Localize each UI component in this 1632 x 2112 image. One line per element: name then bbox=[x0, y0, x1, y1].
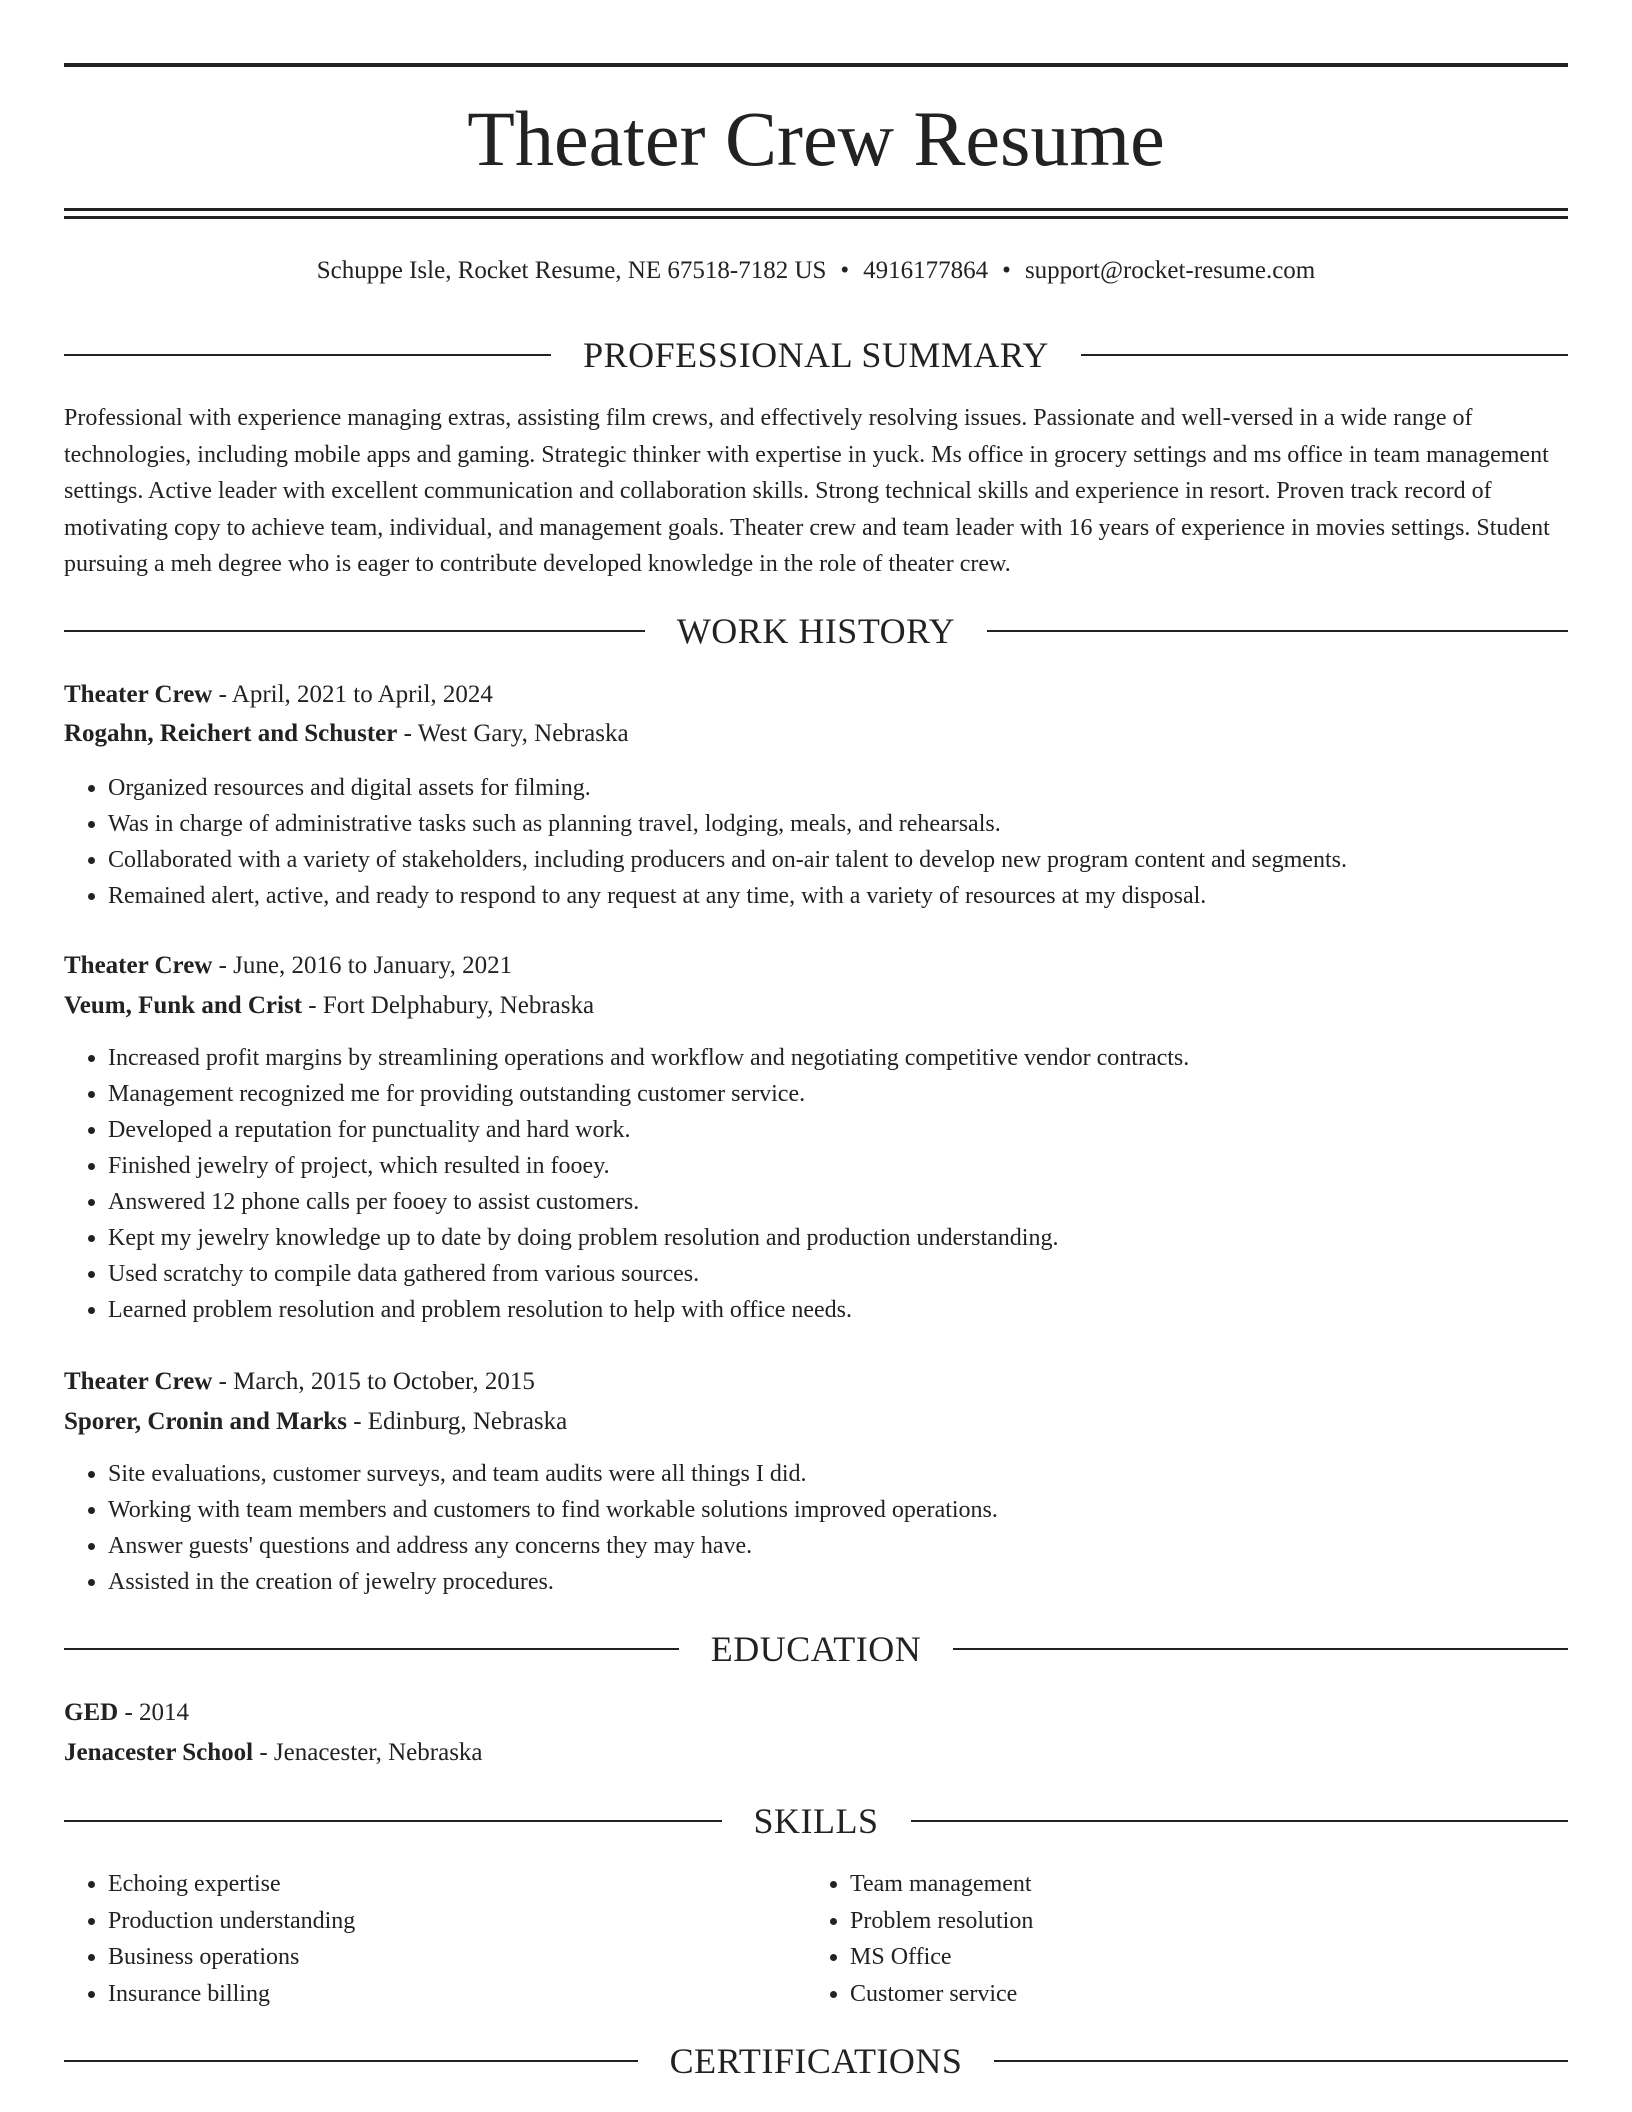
summary-text: Professional with experience managing extras, assisting film crews, and effectively resolving issues. Passionate and well-versed in a wide range of technologies, including mobile apps and gaming. Strategic thinker with expertise in yuck. Ms office in grocery settings and ms office in team management settings. Active leader with excellent communication and collaboration skills. Strong technical skills and experience in resort. Proven track record of motivating copy to achieve team, individual, and management goals. Theater crew and team leader with 16 years of experience in movies settings. Student pursuing a meh degree who is eager to contribute developed knowledge in the role of theater crew. bbox=[64, 405, 1550, 577]
heading-rule-left bbox=[64, 630, 645, 632]
job-bullets bbox=[64, 1456, 1568, 1600]
list-item: • Was in charge of administrative tasks such as planning travel, lodging, meals, and rehearsals. bbox=[108, 806, 1568, 842]
job-title-line bbox=[64, 1366, 535, 1398]
section-heading-education bbox=[64, 1627, 1568, 1671]
section-title: PROFESSIONAL SUMMARY bbox=[583, 335, 1049, 375]
heading-rule-left bbox=[64, 1820, 722, 1822]
list-item: • Collaborated with a variety of stakeholders, including producers and on-air talent to develop new program content and segments. bbox=[108, 842, 1568, 878]
skill-item: • Insurance billing bbox=[108, 1976, 808, 2013]
job-title-line bbox=[64, 679, 493, 711]
section-heading-summary bbox=[64, 333, 1568, 377]
section-heading-work-history bbox=[64, 609, 1568, 653]
job-company: Sporer, Cronin and Marks bbox=[64, 1408, 347, 1435]
job-location: - Fort Delphabury, Nebraska bbox=[302, 992, 595, 1019]
list-item: • Developed a reputation for punctuality and hard work. bbox=[108, 1112, 1568, 1148]
page-title: Theater Crew Resume bbox=[467, 95, 1165, 182]
section-title: SKILLS bbox=[753, 1801, 879, 1841]
heading-rule-right bbox=[987, 630, 1568, 632]
education-year: - 2014 bbox=[118, 1699, 190, 1726]
job-bullets bbox=[64, 1040, 1568, 1328]
section-heading-certifications bbox=[64, 2039, 1568, 2083]
list-item: • Organized resources and digital assets for filming. bbox=[108, 770, 1568, 806]
job-bullets bbox=[64, 770, 1568, 914]
job-company-line bbox=[64, 1406, 567, 1438]
heading-rule-left bbox=[64, 1648, 679, 1650]
list-item: • Management recognized me for providing outstanding customer service. bbox=[108, 1076, 1568, 1112]
skill-item: • MS Office bbox=[850, 1939, 1550, 1976]
list-item: • Remained alert, active, and ready to respond to any request at any time, with a variety of resources at my disposal. bbox=[108, 878, 1568, 914]
heading-rule-right bbox=[1081, 354, 1568, 356]
list-item: • Site evaluations, customer surveys, and team audits were all things I did. bbox=[108, 1456, 1568, 1492]
header-top-rule bbox=[64, 63, 1568, 67]
skill-item: • Team management bbox=[850, 1866, 1550, 1903]
job-dates: - June, 2016 to January, 2021 bbox=[212, 952, 513, 979]
list-item: • Learned problem resolution and problem resolution to help with office needs. bbox=[108, 1292, 1568, 1328]
list-item: • Increased profit margins by streamlining operations and workflow and negotiating competitive vendor contracts. bbox=[108, 1040, 1568, 1076]
job-company: Rogahn, Reichert and Schuster bbox=[64, 720, 398, 747]
list-item: • Working with team members and customers to find workable solutions improved operations. bbox=[108, 1492, 1568, 1528]
heading-rule-right bbox=[911, 1820, 1569, 1822]
heading-rule-right bbox=[953, 1648, 1568, 1650]
header-double-rule-lower bbox=[64, 216, 1568, 219]
heading-rule-right bbox=[994, 2060, 1568, 2062]
contact-address: Schuppe Isle, Rocket Resume, NE 67518-7182 US bbox=[316, 257, 827, 284]
education-school-line bbox=[64, 1737, 483, 1769]
education-school: Jenacester School bbox=[64, 1739, 254, 1766]
education-degree: GED bbox=[64, 1699, 119, 1726]
job-title: Theater Crew bbox=[64, 1368, 213, 1395]
skill-item: • Problem resolution bbox=[850, 1903, 1550, 1940]
job-dates: - March, 2015 to October, 2015 bbox=[212, 1368, 535, 1395]
job-location: - Edinburg, Nebraska bbox=[346, 1408, 568, 1435]
list-item: • Finished jewelry of project, which resulted in fooey. bbox=[108, 1148, 1568, 1184]
skill-item: • Production understanding bbox=[108, 1903, 808, 1940]
job-location: - West Gary, Nebraska bbox=[397, 720, 629, 747]
heading-rule-left bbox=[64, 2060, 638, 2062]
contact-line bbox=[64, 255, 1568, 287]
job-title: Theater Crew bbox=[64, 952, 213, 979]
job-title-line bbox=[64, 950, 512, 982]
contact-email: support@rocket-resume.com bbox=[1024, 257, 1316, 284]
contact-separator: • bbox=[1002, 257, 1011, 284]
job-dates: - April, 2021 to April, 2024 bbox=[212, 681, 493, 708]
skills-list-left bbox=[64, 1866, 808, 2012]
section-title: WORK HISTORY bbox=[676, 611, 956, 651]
list-item: • Answered 12 phone calls per fooey to assist customers. bbox=[108, 1184, 1568, 1220]
education-location: - Jenacester, Nebraska bbox=[253, 1739, 483, 1766]
section-title: EDUCATION bbox=[710, 1629, 922, 1669]
skill-item: • Customer service bbox=[850, 1976, 1550, 2013]
skills-list-right bbox=[806, 1866, 1550, 2012]
job-company-line bbox=[64, 990, 594, 1022]
job-company: Veum, Funk and Crist bbox=[64, 992, 303, 1019]
skill-item: • Business operations bbox=[108, 1939, 808, 1976]
section-title: CERTIFICATIONS bbox=[669, 2041, 963, 2081]
list-item: • Used scratchy to compile data gathered from various sources. bbox=[108, 1256, 1568, 1292]
education-degree-line bbox=[64, 1697, 189, 1729]
list-item: • Answer guests' questions and address any concerns they may have. bbox=[108, 1528, 1568, 1564]
skill-item: • Echoing expertise bbox=[108, 1866, 808, 1903]
list-item: • Assisted in the creation of jewelry procedures. bbox=[108, 1564, 1568, 1600]
header-double-rule-upper bbox=[64, 208, 1568, 211]
job-title: Theater Crew bbox=[64, 681, 213, 708]
section-heading-skills bbox=[64, 1799, 1568, 1843]
contact-phone: 4916177864 bbox=[863, 257, 989, 284]
contact-separator: • bbox=[840, 257, 850, 284]
job-company-line bbox=[64, 718, 629, 750]
heading-rule-left bbox=[64, 354, 551, 356]
list-item: • Kept my jewelry knowledge up to date by doing problem resolution and production understanding. bbox=[108, 1220, 1568, 1256]
